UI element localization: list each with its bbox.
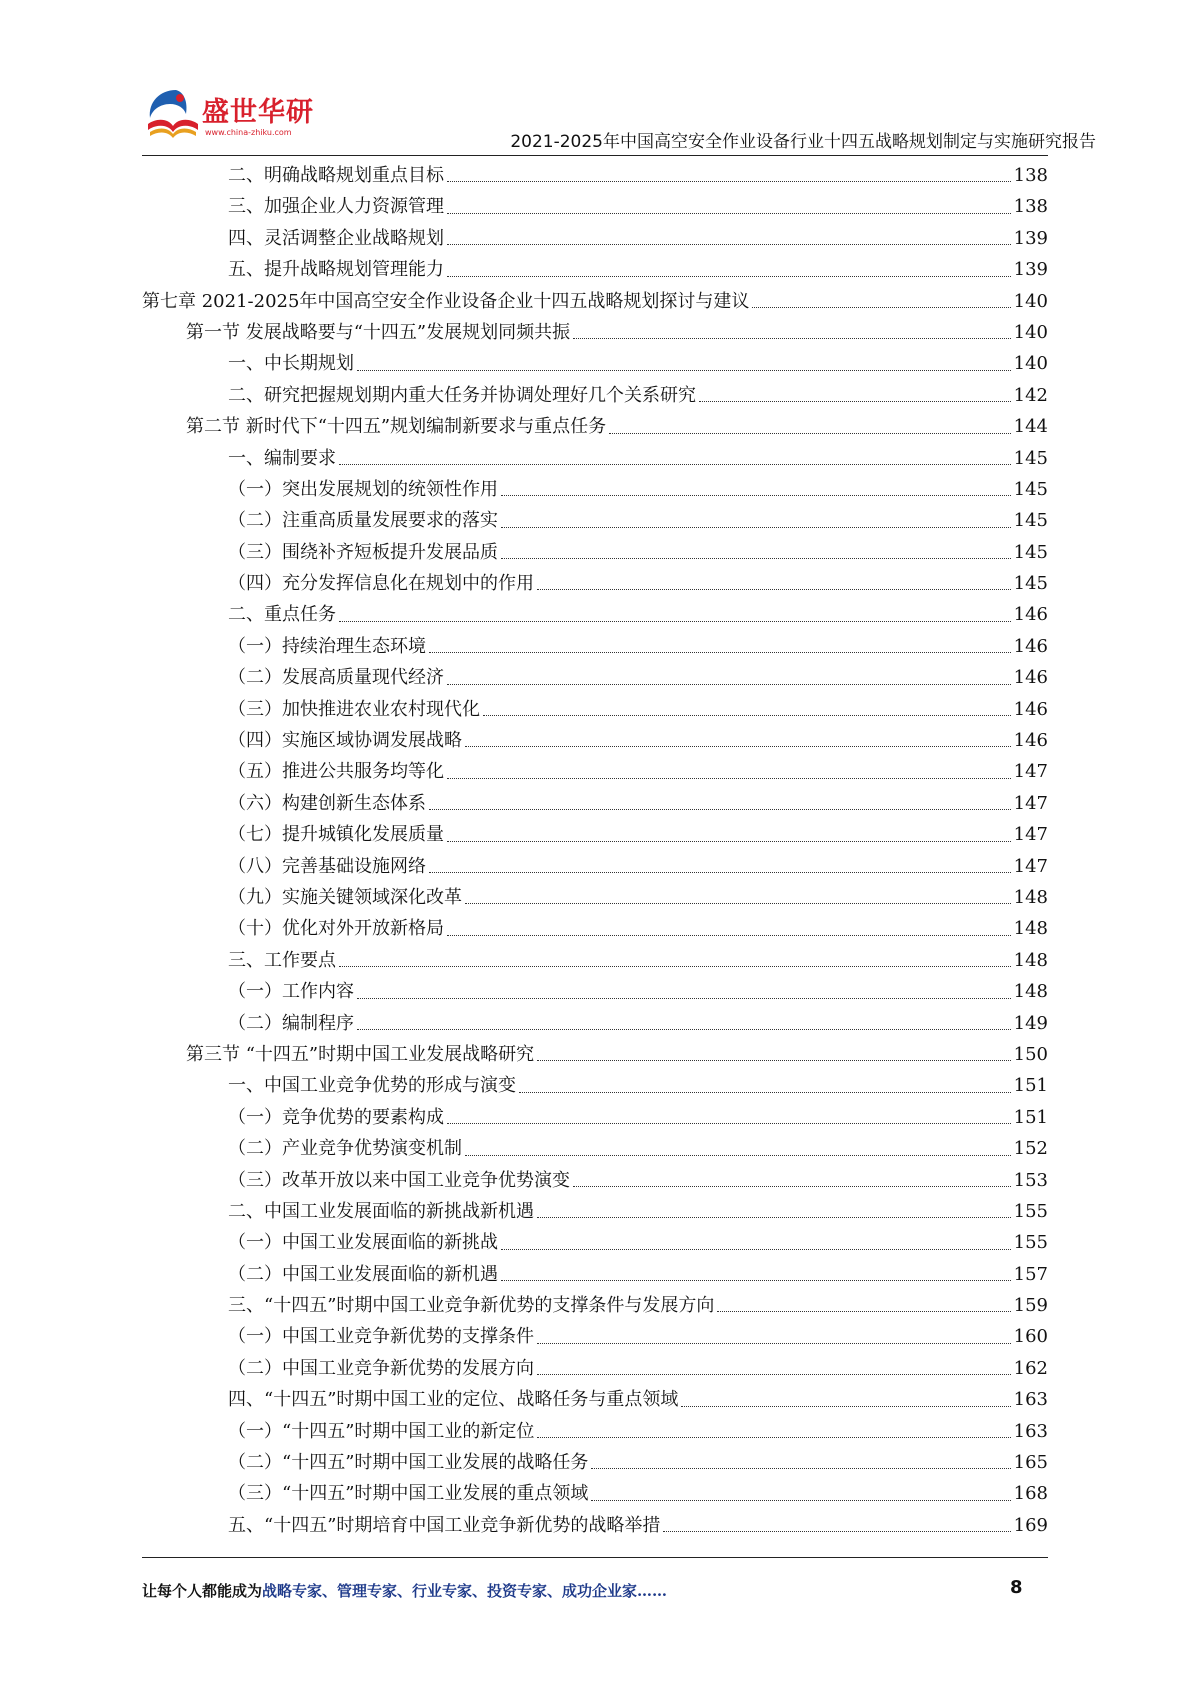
toc-entry-title: （二）“十四五”时期中国工业发展的战略任务 (228, 1452, 589, 1474)
toc-entry-page: 142 (1013, 384, 1048, 406)
toc-entry-title: 一、编制要求 (228, 447, 336, 469)
toc-leader-dots (573, 1185, 1011, 1187)
toc-leader-dots (699, 400, 1011, 402)
toc-entry-page: 163 (1013, 1420, 1048, 1442)
toc-leader-dots (339, 463, 1011, 465)
toc-entry[interactable] (142, 1321, 1048, 1352)
table-of-contents (142, 160, 1048, 1541)
toc-entry-title: （六）构建创新生态体系 (228, 792, 426, 814)
toc-leader-dots (591, 1467, 1010, 1469)
toc-leader-dots (537, 1342, 1011, 1344)
toc-entry-page: 152 (1013, 1138, 1048, 1160)
toc-entry-page: 147 (1013, 761, 1048, 783)
page-number: 8 (1010, 1577, 1023, 1598)
toc-leader-dots (357, 997, 1011, 999)
toc-leader-dots (537, 1216, 1011, 1218)
toc-entry-title: 三、工作要点 (228, 949, 336, 971)
toc-entry-title: 第三节 “十四五”时期中国工业发展战略研究 (186, 1043, 535, 1065)
toc-leader-dots (501, 1279, 1011, 1281)
toc-entry-title: 第七章 2021-2025年中国高空安全作业设备企业十四五战略规划探讨与建议 (142, 290, 750, 312)
toc-entry-title: （三）改革开放以来中国工业竞争优势演变 (228, 1169, 570, 1191)
footer-slogan (142, 1580, 667, 1601)
toc-entry-title: 第二节 新时代下“十四五”规划编制新要求与重点任务 (186, 416, 607, 438)
toc-entry[interactable] (142, 882, 1048, 913)
toc-entry[interactable] (142, 725, 1048, 756)
toc-entry-page: 140 (1013, 321, 1048, 343)
toc-entry[interactable] (142, 1290, 1048, 1321)
toc-entry-page: 151 (1013, 1106, 1048, 1128)
toc-entry-title: （二）中国工业发展面临的新机遇 (228, 1263, 498, 1285)
toc-entry-page: 145 (1013, 541, 1048, 563)
toc-entry[interactable] (142, 1008, 1048, 1039)
toc-leader-dots (501, 526, 1011, 528)
toc-entry[interactable] (142, 254, 1048, 285)
toc-leader-dots (447, 840, 1011, 842)
toc-entry-title: 二、中国工业发展面临的新挑战新机遇 (228, 1200, 534, 1222)
logo-mark-icon (142, 84, 204, 146)
toc-entry-title: 一、中长期规划 (228, 353, 354, 375)
toc-leader-dots (429, 871, 1011, 873)
toc-leader-dots (357, 1028, 1011, 1030)
toc-entry-page: 145 (1013, 478, 1048, 500)
toc-leader-dots (483, 714, 1011, 716)
toc-leader-dots (681, 1405, 1010, 1407)
toc-entry-page: 168 (1013, 1483, 1048, 1505)
toc-entry-page: 148 (1013, 949, 1048, 971)
toc-entry[interactable] (142, 286, 1048, 317)
toc-entry-title: 第一节 发展战略要与“十四五”发展规划同频共振 (186, 321, 571, 343)
company-logo (142, 84, 322, 154)
toc-leader-dots (537, 1436, 1010, 1438)
toc-entry-page: 145 (1013, 447, 1048, 469)
toc-entry-title: （一）“十四五”时期中国工业的新定位 (228, 1420, 535, 1442)
toc-entry-page: 146 (1013, 635, 1048, 657)
toc-entry[interactable] (142, 1196, 1048, 1227)
toc-entry-title: （二）发展高质量现代经济 (228, 667, 444, 689)
toc-leader-dots (501, 1248, 1011, 1250)
toc-leader-dots (537, 588, 1011, 590)
toc-leader-dots (591, 1499, 1010, 1501)
toc-leader-dots (447, 243, 1011, 245)
toc-entry[interactable] (142, 1478, 1048, 1509)
footer-slogan-prefix: 让每个人都能成为 (142, 1582, 263, 1600)
toc-entry-page: 139 (1013, 259, 1048, 281)
toc-entry[interactable] (142, 851, 1048, 882)
toc-leader-dots (537, 1373, 1011, 1375)
toc-entry-page: 153 (1013, 1169, 1048, 1191)
toc-entry-page: 138 (1013, 165, 1048, 186)
toc-entry-title: 二、重点任务 (228, 604, 336, 626)
toc-entry[interactable] (142, 913, 1048, 944)
toc-entry[interactable] (142, 1447, 1048, 1478)
toc-entry-page: 160 (1013, 1326, 1048, 1348)
toc-entry[interactable] (142, 662, 1048, 693)
toc-leader-dots (465, 745, 1011, 747)
toc-leader-dots (447, 683, 1011, 685)
toc-entry-title: （三）“十四五”时期中国工业发展的重点领域 (228, 1483, 589, 1505)
logo-url: www.china-zhiku.com (205, 128, 292, 137)
toc-entry-page: 148 (1013, 918, 1048, 940)
toc-entry[interactable] (142, 1353, 1048, 1384)
toc-entry[interactable] (142, 160, 1048, 191)
toc-leader-dots (339, 965, 1011, 967)
toc-entry-page: 162 (1013, 1357, 1048, 1379)
footer-slogan-highlight: 战略专家、管理专家、行业专家、投资专家、成功企业家…… (262, 1582, 668, 1600)
toc-entry-page: 149 (1013, 1012, 1048, 1034)
toc-entry[interactable] (142, 1165, 1048, 1196)
toc-entry-title: （七）提升城镇化发展质量 (228, 824, 444, 846)
toc-entry[interactable] (142, 505, 1048, 536)
header-divider (142, 155, 1048, 156)
toc-entry[interactable] (142, 599, 1048, 630)
toc-entry-page: 138 (1013, 196, 1048, 218)
toc-entry-page: 140 (1013, 353, 1048, 375)
toc-leader-dots (609, 432, 1011, 434)
toc-entry-title: 一、中国工业竞争优势的形成与演变 (228, 1075, 516, 1097)
toc-entry-title: （五）推进公共服务均等化 (228, 761, 444, 783)
toc-entry-page: 147 (1013, 824, 1048, 846)
toc-entry-title: （一）持续治理生态环境 (228, 635, 426, 657)
toc-entry-page: 146 (1013, 698, 1048, 720)
toc-entry-page: 150 (1013, 1043, 1048, 1065)
toc-entry-page: 169 (1013, 1514, 1048, 1536)
toc-leader-dots (447, 1122, 1011, 1124)
toc-leader-dots (573, 337, 1011, 339)
toc-entry[interactable] (142, 537, 1048, 568)
toc-entry-title: （二）注重高质量发展要求的落实 (228, 510, 498, 532)
page-header (0, 0, 1191, 160)
toc-entry-page: 147 (1013, 792, 1048, 814)
toc-entry[interactable] (142, 191, 1048, 222)
toc-entry[interactable] (142, 1510, 1048, 1541)
toc-leader-dots (663, 1530, 1010, 1532)
toc-entry[interactable] (142, 568, 1048, 599)
toc-entry[interactable] (142, 443, 1048, 474)
toc-entry-page: 145 (1013, 510, 1048, 532)
toc-entry-page: 148 (1013, 981, 1048, 1003)
toc-entry-title: 三、“十四五”时期中国工业竞争新优势的支撑条件与发展方向 (228, 1295, 715, 1317)
toc-entry[interactable] (142, 819, 1048, 850)
toc-leader-dots (465, 902, 1011, 904)
toc-entry-page: 165 (1013, 1452, 1048, 1474)
toc-entry[interactable] (142, 1384, 1048, 1415)
toc-entry-page: 145 (1013, 573, 1048, 595)
toc-entry-title: （一）突出发展规划的统领性作用 (228, 478, 498, 500)
toc-leader-dots (357, 369, 1011, 371)
toc-entry[interactable] (142, 1259, 1048, 1290)
toc-entry-title: （三）围绕补齐短板提升发展品质 (228, 541, 498, 563)
toc-entry-title: （四）实施区域协调发展战略 (228, 730, 462, 752)
toc-entry-title: （一）中国工业发展面临的新挑战 (228, 1232, 498, 1254)
toc-entry-page: 146 (1013, 730, 1048, 752)
footer-divider (142, 1557, 1048, 1558)
toc-entry-page: 140 (1013, 290, 1048, 312)
toc-entry-title: （十）优化对外开放新格局 (228, 918, 444, 940)
toc-leader-dots (519, 1091, 1011, 1093)
toc-entry[interactable] (142, 631, 1048, 662)
toc-entry[interactable] (142, 945, 1048, 976)
toc-entry-title: （四）充分发挥信息化在规划中的作用 (228, 573, 534, 595)
logo-name: 盛世华研 (202, 97, 314, 128)
toc-leader-dots (447, 180, 1011, 182)
toc-entry-page: 155 (1013, 1200, 1048, 1222)
toc-entry[interactable] (142, 756, 1048, 787)
toc-entry-page: 146 (1013, 604, 1048, 626)
toc-entry-page: 159 (1013, 1295, 1048, 1317)
toc-entry-title: 四、“十四五”时期中国工业的定位、战略任务与重点领域 (228, 1389, 679, 1411)
toc-entry-page: 147 (1013, 855, 1048, 877)
toc-leader-dots (339, 620, 1011, 622)
toc-entry-title: 二、研究把握规划期内重大任务并协调处理好几个关系研究 (228, 384, 696, 406)
toc-entry[interactable] (142, 317, 1048, 348)
toc-entry-title: 五、提升战略规划管理能力 (228, 259, 444, 281)
toc-entry-title: 五、“十四五”时期培育中国工业竞争新优势的战略举措 (228, 1514, 661, 1536)
toc-entry[interactable] (142, 380, 1048, 411)
toc-entry-title: （二）编制程序 (228, 1012, 354, 1034)
toc-entry-title: （一）工作内容 (228, 981, 354, 1003)
toc-entry[interactable] (142, 1227, 1048, 1258)
toc-leader-dots (752, 306, 1010, 308)
toc-entry-page: 157 (1013, 1263, 1048, 1285)
toc-leader-dots (717, 1310, 1010, 1312)
toc-entry-title: 四、灵活调整企业战略规划 (228, 227, 444, 249)
toc-entry[interactable] (142, 1133, 1048, 1164)
report-title: 2021-2025年中国高空安全作业设备行业十四五战略规划制定与实施研究报告 (510, 132, 1096, 152)
toc-leader-dots (447, 212, 1011, 214)
toc-entry-page: 163 (1013, 1389, 1048, 1411)
toc-entry[interactable] (142, 1039, 1048, 1070)
toc-entry[interactable] (142, 788, 1048, 819)
toc-leader-dots (465, 1154, 1011, 1156)
toc-entry-title: （三）加快推进农业农村现代化 (228, 698, 480, 720)
toc-entry-title: （一）竞争优势的要素构成 (228, 1106, 444, 1128)
toc-entry-title: （二）中国工业竞争新优势的发展方向 (228, 1357, 534, 1379)
toc-entry-title: （九）实施关键领域深化改革 (228, 886, 462, 908)
toc-entry[interactable] (142, 474, 1048, 505)
toc-leader-dots (537, 1059, 1011, 1061)
toc-entry-title: 三、加强企业人力资源管理 (228, 196, 444, 218)
toc-entry-page: 144 (1013, 416, 1048, 438)
toc-leader-dots (501, 557, 1011, 559)
toc-entry-title: 二、明确战略规划重点目标 (228, 165, 444, 186)
toc-entry-page: 139 (1013, 227, 1048, 249)
toc-entry-page: 146 (1013, 667, 1048, 689)
toc-entry[interactable] (142, 348, 1048, 379)
toc-leader-dots (447, 934, 1011, 936)
toc-entry[interactable] (142, 1070, 1048, 1101)
toc-entry[interactable] (142, 411, 1048, 442)
toc-entry-page: 151 (1013, 1075, 1048, 1097)
toc-entry[interactable] (142, 223, 1048, 254)
toc-entry[interactable] (142, 694, 1048, 725)
toc-entry-title: （八）完善基础设施网络 (228, 855, 426, 877)
toc-leader-dots (429, 651, 1011, 653)
toc-entry[interactable] (142, 1102, 1048, 1133)
toc-entry[interactable] (142, 976, 1048, 1007)
toc-leader-dots (447, 275, 1011, 277)
toc-leader-dots (447, 777, 1011, 779)
toc-leader-dots (501, 494, 1011, 496)
toc-entry-title: （二）产业竞争优势演变机制 (228, 1138, 462, 1160)
toc-entry-page: 148 (1013, 886, 1048, 908)
toc-leader-dots (429, 808, 1011, 810)
toc-entry-page: 155 (1013, 1232, 1048, 1254)
toc-entry[interactable] (142, 1416, 1048, 1447)
toc-entry-title: （一）中国工业竞争新优势的支撑条件 (228, 1326, 534, 1348)
